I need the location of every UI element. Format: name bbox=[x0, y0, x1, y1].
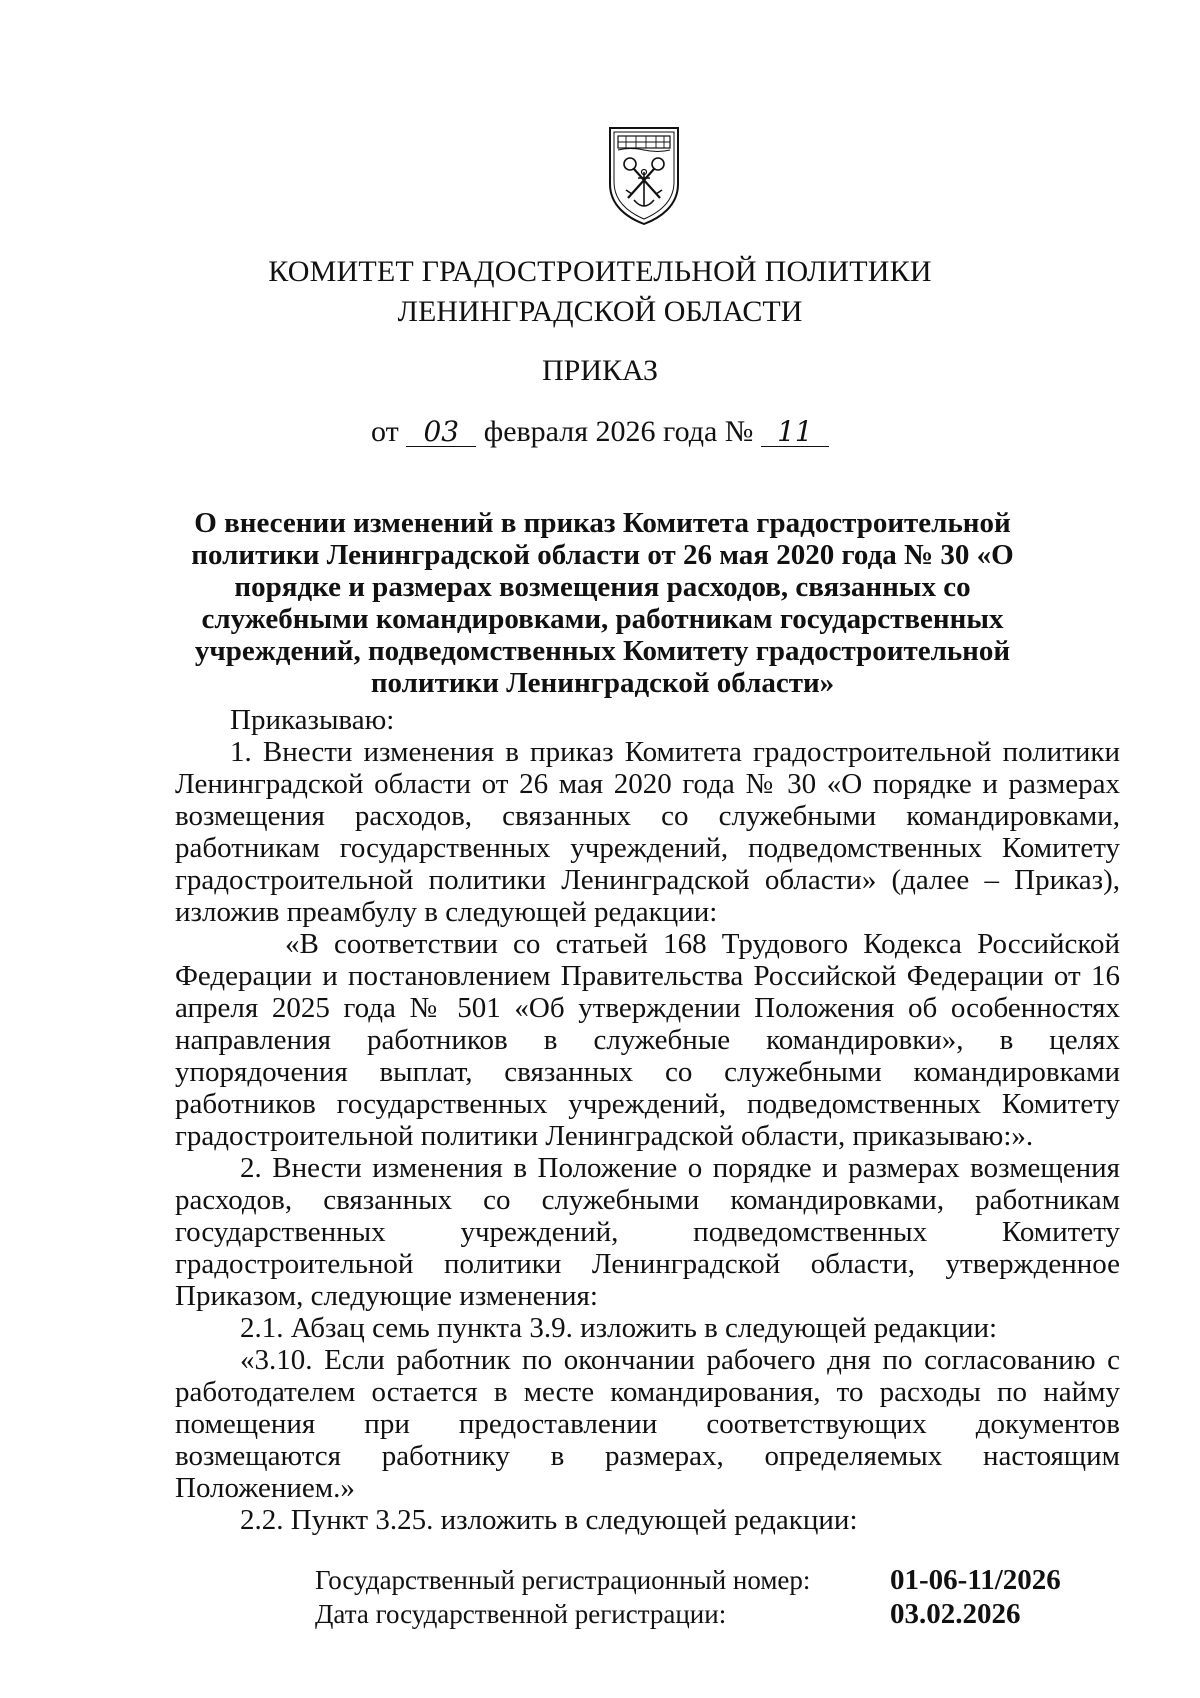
org-title-line2: ЛЕНИНГРАДСКОЙ ОБЛАСТИ bbox=[397, 295, 803, 328]
order-day-handwritten: 03 bbox=[406, 418, 476, 447]
document-title: О внесении изменений в приказ Комитета градостроительной политики Ленинградской области от 26 мая 2020 года № 30 «О порядке и размерах возмещения расходов, связанных со служебными командировками, работникам государственных учреждений, подведомственных Комитету градостроительной политики Ленинградской области» bbox=[191, 507, 1014, 699]
paragraph-1: 1. Внести изменения в приказ Комитета градостроительной политики Ленинградской области от 26 мая 2020 года № 30 «О порядке и размерах возмещения расходов, связанных со служебными командировками, работникам государственных учреждений, подведомственных Комитету градостроительной политики Ленинградской области» (далее – Приказ), изложив преамбулу в следующей редакции: bbox=[175, 736, 1120, 928]
document-type: ПРИКАЗ bbox=[542, 354, 658, 387]
registration-number-label: Государственный регистрационный номер: bbox=[315, 1565, 811, 1595]
date-prefix: от bbox=[371, 415, 399, 448]
order-number-handwritten: 11 bbox=[761, 418, 829, 447]
paragraph-2-1-quote: «3.10. Если работник по окончании рабочего дня по согласованию с работодателем остается в месте командирования, то расходы по найму помещения при предоставлении соответствующих документов возмещаются работнику в размерах, определяемых настоящим Положением.» bbox=[175, 1344, 1120, 1504]
registration-date-label: Дата государственной регистрации: bbox=[315, 1599, 727, 1629]
paragraph-2: 2. Внести изменения в Положение о порядке и размерах возмещения расходов, связанных со служебными командировками, работникам государственных учреждений, подведомственных Комитету градостроительной политики Ленинградской области, утвержденное Приказом, следующие изменения: bbox=[175, 1152, 1120, 1312]
coat-of-arms-icon bbox=[606, 122, 682, 226]
registration-date-value: 03.02.2026 bbox=[890, 1598, 1021, 1630]
registration-block bbox=[315, 1563, 1061, 1631]
order-date-line bbox=[0, 415, 1200, 449]
date-rest: февраля 2026 года № bbox=[483, 415, 754, 448]
org-title-line1: КОМИТЕТ ГРАДОСТРОИТЕЛЬНОЙ ПОЛИТИКИ bbox=[268, 255, 932, 288]
paragraph-2-2: 2.2. Пункт 3.25. изложить в следующей редакции: bbox=[240, 1504, 858, 1536]
intro-paragraph: Приказываю: bbox=[230, 704, 395, 736]
registration-number-value: 01-06-11/2026 bbox=[890, 1564, 1061, 1596]
paragraph-1-quote: «В соответствии со статьей 168 Трудового Кодекса Российской Федерации и постановлением Правительства Российской Федерации от 16 апреля 2025 года № 501 «Об утверждении Положения об особенностях направления работников в служебные командировки», в целях упорядочения выплат, связанных со служебными командировками работников государственных учреждений, подведомственных Комитету градостроительной политики Ленинградской области, приказываю:». bbox=[175, 928, 1120, 1152]
paragraph-2-1: 2.1. Абзац семь пункта 3.9. изложить в следующей редакции: bbox=[240, 1312, 998, 1344]
document-body bbox=[175, 704, 1120, 1536]
